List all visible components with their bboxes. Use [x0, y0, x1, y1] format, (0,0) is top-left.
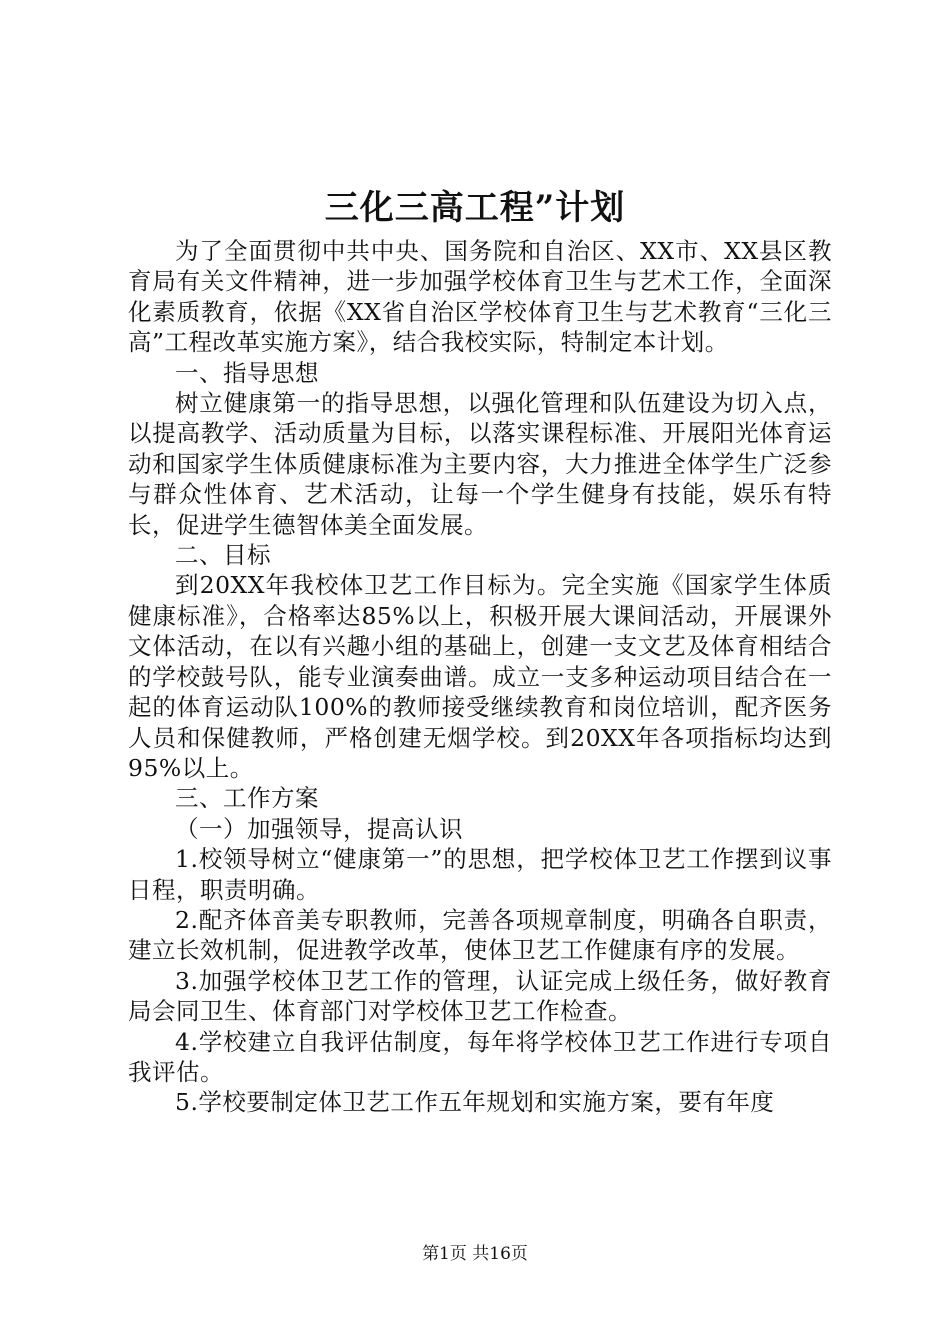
list-item-2: 2.配齐体音美专职教师，完善各项规章制度，明确各自职责，建立长效机制，促进教学改革，使体卫艺工作健康有序的发展。 — [128, 905, 832, 965]
list-item-1: 1.校领导树立“健康第一”的思想，把学校体卫艺工作摆到议事日程，职责明确。 — [128, 845, 832, 904]
document-body — [128, 236, 832, 1118]
paragraph-goals: 到20XX年我校体卫艺工作目标为。完全实施《国家学生体质健康标准》，合格率达85%以上，积极开展大课间活动，开展课外文体活动，在以有兴趣小组的基础上，创建一支文艺及体育相结合的学校鼓号队，能专业演奏曲谱。成立一支多种运动项目结合在一起的体育运动队100%的教师接受继续教育和岗位培训，配齐医务人员和保健教师，严格创建无烟学校。到20XX年各项指标均达到95%以上。 — [128, 571, 832, 782]
list-item-5: 5.学校要制定体卫艺工作五年规划和实施方案，要有年度 — [175, 1088, 775, 1117]
paragraph-intro: 为了全面贯彻中共中央、国务院和自治区、XX市、XX县区教育局有关文件精神，进一步加强学校体育卫生与艺术工作，全面深化素质教育，依据《XX省自治区学校体育卫生与艺术教育“三化三高”工程改革实施方案》，结合我校实际，特制定本计划。 — [128, 237, 832, 357]
section-heading-work-plan: 三、工作方案 — [175, 784, 319, 813]
document-title: 三化三高工程”计划 — [324, 188, 626, 228]
list-item-4: 4.学校建立自我评估制度，每年将学校体卫艺工作进行专项自我评估。 — [128, 1027, 832, 1086]
subsection-heading-leadership: （一）加强领导，提高认识 — [175, 814, 463, 843]
paragraph-guiding-thought: 树立健康第一的指导思想，以强化管理和队伍建设为切入点，以提高教学、活动质量为目标，以落实课程标准、开展阳光体育运动和国家学生体质健康标准为主要内容，大力推进全体学生广泛参与群众性体育、艺术活动，让每一个学生健身有技能，娱乐有特长，促进学生德智体美全面发展。 — [128, 389, 832, 539]
section-heading-guiding-thought: 一、指导思想 — [175, 358, 319, 387]
list-item-3: 3.加强学校体卫艺工作的管理，认证完成上级任务，做好教育局会同卫生、体育部门对学校体卫艺工作检查。 — [128, 966, 832, 1026]
page-footer: 第1页 共16页 — [422, 1244, 528, 1264]
section-heading-goals: 二、目标 — [175, 541, 271, 570]
